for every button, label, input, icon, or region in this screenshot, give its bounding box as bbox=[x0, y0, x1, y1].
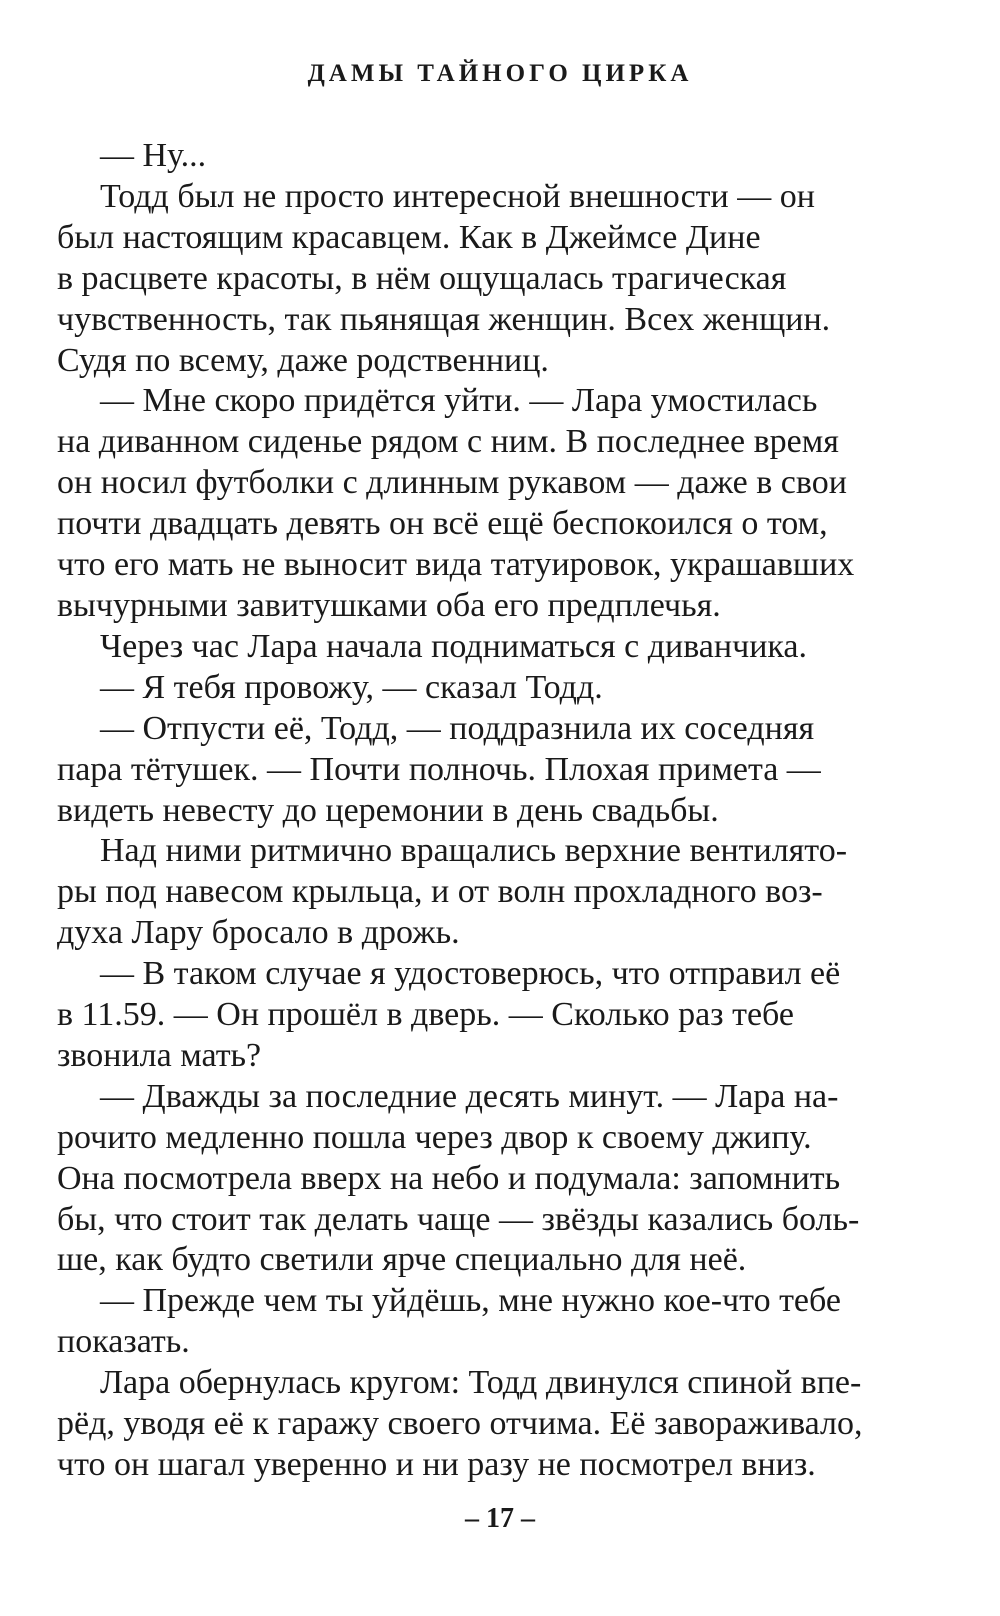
body-text bbox=[57, 136, 923, 1486]
running-title: ДАМЫ ТАЙНОГО ЦИРКА bbox=[307, 60, 693, 87]
paragraph-5: — Я тебя провожу, — сказал Тодд. bbox=[100, 668, 603, 706]
paragraph-4: Через час Лара начала подниматься с диванчика. bbox=[100, 627, 807, 665]
paragraph-3: — Мне скоро придётся уйти. — Лара умостилась на диванном сиденье рядом с ним. В последнее время он носил футболки с длинным рукавом — даже в свои почти двадцать девять он всё ещё беспокоился о том, что его мать не выносит вида татуировок, украшавших вычурными завитушками оба его предплечья. bbox=[57, 382, 855, 624]
paragraph-9: — Дважды за последние десять минут. — Лара на- рочито медленно пошла через двор к своему джипу. Она посмотрела вверх на небо и подумала: запомнить бы, что стоит так делать чаще — звёзды казались боль- ше, как будто светили ярче специально для неё. bbox=[57, 1077, 860, 1279]
paragraph-6: — Отпусти её, Тодд, — поддразнила их соседняя пара тётушек. — Почти полночь. Плохая примета — видеть невесту до церемонии в день свадьбы. bbox=[57, 709, 821, 829]
paragraph-7: Над ними ритмично вращались верхние вентилято- ры под навесом крыльца, и от волн прохладного воз- духа Лару бросало в дрожь. bbox=[57, 832, 848, 952]
page-number: – 17 – bbox=[465, 1503, 535, 1534]
paragraph-11: Лара обернулась кругом: Тодд двинулся спиной впе- рёд, уводя её к гаражу своего отчима. Её завораживало, что он шагал уверенно и ни разу не посмотрел вниз. bbox=[57, 1364, 863, 1483]
paragraph-1: — Ну... bbox=[100, 137, 207, 174]
paragraph-10: — Прежде чем ты уйдёшь, мне нужно кое-что тебе показать. bbox=[57, 1282, 841, 1361]
paragraph-2: Тодд был не просто интересной внешности — он был настоящим красавцем. Как в Джеймсе Дине в расцвете красоты, в нём ощущалась трагическая чувственность, так пьянящая женщин. Всех женщин. Судя по всему, даже родственниц. bbox=[57, 177, 831, 379]
paragraph-8: — В таком случае я удостоверюсь, что отправил её в 11.59. — Он прошёл в дверь. — Сколько раз тебе звонила мать? bbox=[57, 955, 841, 1074]
